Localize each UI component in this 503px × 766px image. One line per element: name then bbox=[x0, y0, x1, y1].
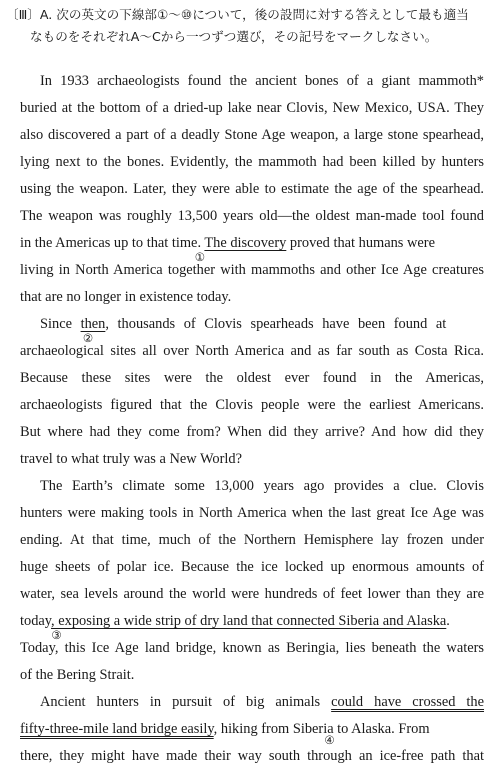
passage-line: archaeological sites all over North America and as far south as Costa Rica. bbox=[20, 343, 484, 359]
passage-line: But where had they come from? When did they arrive? And how did they bbox=[20, 424, 484, 440]
passage-line: buried at the bottom of a dried-up lake near Clovis, New Mexico, USA. They bbox=[20, 100, 484, 116]
underline-2-then: then ② bbox=[80, 316, 106, 345]
passage-line: hunters were making tools in North America when the last great Ice Age was bbox=[20, 505, 484, 521]
marker-1: ① bbox=[194, 252, 206, 264]
passage-line: fifty-three-mile land bridge easily, hiking from Siberia to Alaska. From ④ bbox=[20, 721, 430, 747]
underline-4-land-bridge: fifty-three-mile land bridge easily bbox=[20, 721, 214, 737]
passage-line: lying next to the bones. Evidently, the mammoth had been killed by hunters bbox=[20, 154, 484, 170]
passage-line: ending. At that time, much of the Northern Hemisphere lay frozen under bbox=[20, 532, 484, 548]
passage-line: water, sea levels around the world were hundreds of feet lower than they are bbox=[20, 586, 484, 602]
passage-line: The Earth’s climate some 13,000 years ago provides a clue. Clovis bbox=[40, 478, 484, 494]
passage-line: Ancient hunters in pursuit of big animals could have crossed the bbox=[40, 694, 485, 710]
passage-line: today, exposing a wide strip of dry land that connected Siberia and Alaska ③ . bbox=[20, 613, 450, 642]
passage-line: The weapon was roughly 13,500 years old—the oldest man-made tool found bbox=[20, 208, 484, 224]
marker-3: ③ bbox=[51, 630, 62, 642]
passage-line: In 1933 archaeologists found the ancient bones of a giant mammoth* bbox=[40, 73, 484, 89]
passage-line: using the weapon. Later, they were able to estimate the age of the spearhead. bbox=[20, 181, 484, 197]
underline-4-could-have-crossed: could have crossed the bbox=[331, 694, 485, 710]
passage-line: of the Bering Strait. bbox=[20, 667, 135, 683]
instruction-line-2: なものをそれぞれA〜Cから一つずつ選び，その記号をマークしなさい。 bbox=[30, 29, 438, 44]
underline-3-exposing-strip: , exposing a wide strip of dry land that connected Siberia and Alaska ③ bbox=[51, 613, 447, 642]
marker-2: ② bbox=[82, 333, 94, 345]
marker-4: ④ bbox=[324, 735, 335, 747]
passage-line: Because these sites were the oldest ever found in the Americas, bbox=[20, 370, 484, 386]
passage-line: that are no longer in existence today. bbox=[20, 289, 232, 305]
passage-line: huge sheets of polar ice. Because the ice locked up enormous amounts of bbox=[20, 559, 484, 575]
passage-line: Today, this Ice Age land bridge, known as Beringia, lies beneath the waters bbox=[20, 640, 484, 656]
passage-line: there, they might have made their way south through an ice-free path that bbox=[20, 748, 484, 764]
passage-line: living in North America together with mammoths and other Ice Age creatures bbox=[20, 262, 484, 278]
instruction-line-1: 〔Ⅲ〕A. 次の英文の下線部①〜⑩について，後の設問に対する答えとして最も適当 bbox=[6, 7, 469, 22]
passage-line: also discovered a part of a deadly Stone Age weapon, a large stone spearhead, bbox=[20, 127, 484, 143]
passage-line: Since then ② , thousands of Clovis spearheads have been found at bbox=[40, 316, 447, 345]
passage-line: travel to what truly was a New World? bbox=[20, 451, 242, 467]
question-instructions bbox=[6, 4, 496, 48]
underline-1-the-discovery: The discovery ① bbox=[194, 235, 287, 264]
passage-line: archaeologists figured that the Clovis people were the earliest Americans. bbox=[20, 397, 484, 413]
passage-line: in the Americas up to that time. The discovery ① proved that humans were bbox=[20, 235, 435, 264]
